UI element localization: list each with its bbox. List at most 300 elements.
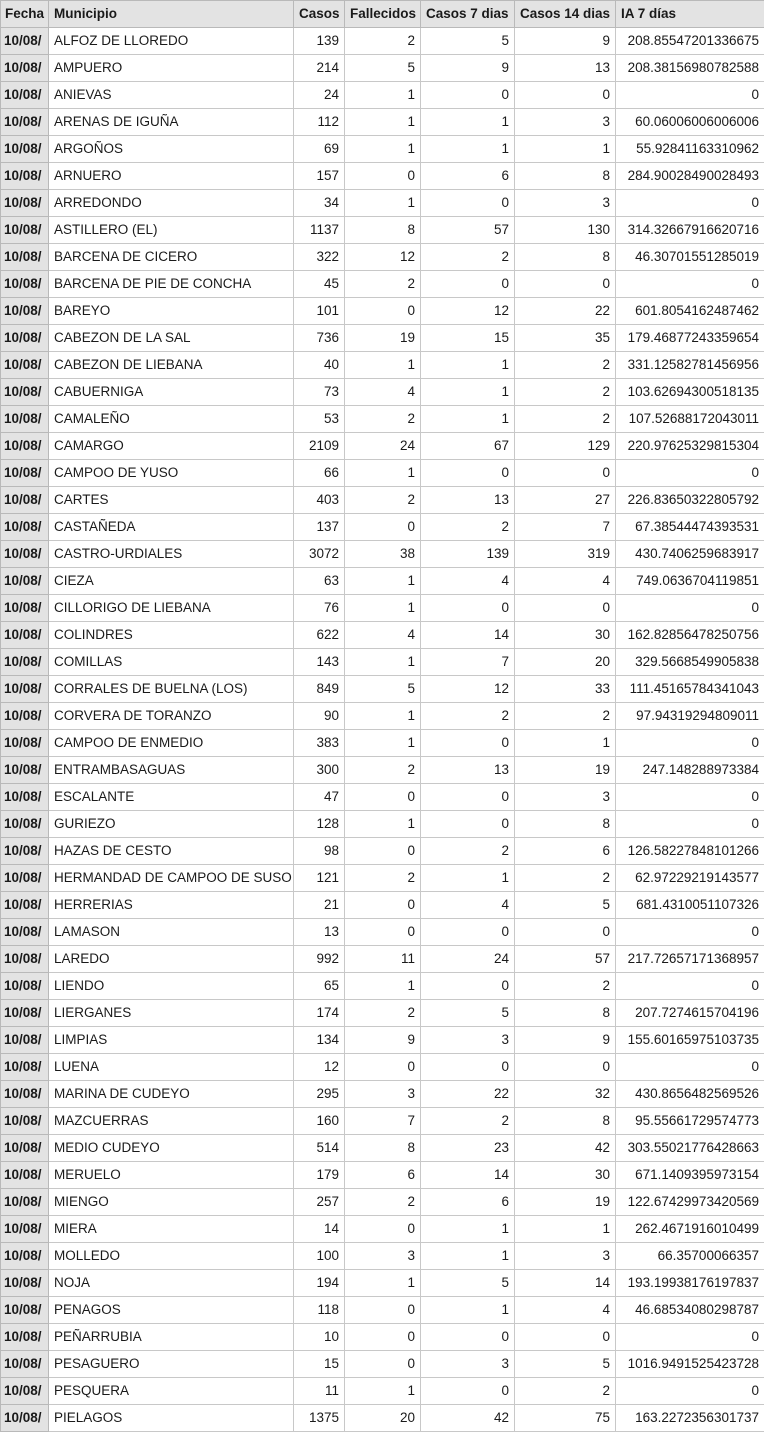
cell-casos[interactable]: 40 bbox=[294, 352, 345, 379]
cell-ia-7-dias[interactable]: 103.62694300518135 bbox=[616, 379, 764, 406]
cell-fallecidos[interactable]: 19 bbox=[345, 325, 421, 352]
cell-casos[interactable]: 100 bbox=[294, 1243, 345, 1270]
cell-municipio[interactable]: PIELAGOS bbox=[49, 1405, 294, 1432]
header-ia-7-dias[interactable]: IA 7 días bbox=[616, 1, 764, 28]
cell-casos-7-dias[interactable]: 15 bbox=[421, 325, 515, 352]
cell-fallecidos[interactable]: 0 bbox=[345, 892, 421, 919]
cell-fecha[interactable]: 10/08/ bbox=[1, 919, 49, 946]
cell-casos-7-dias[interactable]: 1 bbox=[421, 352, 515, 379]
cell-casos-14-dias[interactable]: 4 bbox=[515, 1297, 616, 1324]
cell-casos-7-dias[interactable]: 0 bbox=[421, 973, 515, 1000]
cell-fecha[interactable]: 10/08/ bbox=[1, 109, 49, 136]
cell-fallecidos[interactable]: 1 bbox=[345, 1270, 421, 1297]
cell-casos[interactable]: 118 bbox=[294, 1297, 345, 1324]
cell-casos-7-dias[interactable]: 3 bbox=[421, 1027, 515, 1054]
cell-municipio[interactable]: CORVERA DE TORANZO bbox=[49, 703, 294, 730]
cell-fecha[interactable]: 10/08/ bbox=[1, 973, 49, 1000]
cell-fallecidos[interactable]: 9 bbox=[345, 1027, 421, 1054]
cell-fecha[interactable]: 10/08/ bbox=[1, 1351, 49, 1378]
cell-municipio[interactable]: CABEZON DE LA SAL bbox=[49, 325, 294, 352]
cell-casos[interactable]: 143 bbox=[294, 649, 345, 676]
cell-casos-14-dias[interactable]: 8 bbox=[515, 1108, 616, 1135]
cell-fecha[interactable]: 10/08/ bbox=[1, 352, 49, 379]
cell-ia-7-dias[interactable]: 67.38544474393531 bbox=[616, 514, 764, 541]
cell-casos-7-dias[interactable]: 6 bbox=[421, 163, 515, 190]
cell-municipio[interactable]: AMPUERO bbox=[49, 55, 294, 82]
cell-casos[interactable]: 21 bbox=[294, 892, 345, 919]
cell-casos-7-dias[interactable]: 5 bbox=[421, 1270, 515, 1297]
cell-casos[interactable]: 34 bbox=[294, 190, 345, 217]
cell-ia-7-dias[interactable]: 126.58227848101266 bbox=[616, 838, 764, 865]
cell-ia-7-dias[interactable]: 122.67429973420569 bbox=[616, 1189, 764, 1216]
cell-ia-7-dias[interactable]: 226.83650322805792 bbox=[616, 487, 764, 514]
cell-casos[interactable]: 300 bbox=[294, 757, 345, 784]
cell-casos-7-dias[interactable]: 14 bbox=[421, 622, 515, 649]
cell-casos-14-dias[interactable]: 3 bbox=[515, 784, 616, 811]
cell-fecha[interactable]: 10/08/ bbox=[1, 379, 49, 406]
cell-fallecidos[interactable]: 2 bbox=[345, 28, 421, 55]
cell-fallecidos[interactable]: 5 bbox=[345, 55, 421, 82]
cell-fecha[interactable]: 10/08/ bbox=[1, 676, 49, 703]
cell-fecha[interactable]: 10/08/ bbox=[1, 190, 49, 217]
cell-casos-7-dias[interactable]: 12 bbox=[421, 298, 515, 325]
cell-ia-7-dias[interactable]: 66.35700066357 bbox=[616, 1243, 764, 1270]
cell-fallecidos[interactable]: 1 bbox=[345, 109, 421, 136]
cell-municipio[interactable]: CAMPOO DE YUSO bbox=[49, 460, 294, 487]
cell-casos-14-dias[interactable]: 2 bbox=[515, 352, 616, 379]
cell-fallecidos[interactable]: 0 bbox=[345, 1324, 421, 1351]
cell-casos[interactable]: 295 bbox=[294, 1081, 345, 1108]
cell-municipio[interactable]: ARNUERO bbox=[49, 163, 294, 190]
cell-fallecidos[interactable]: 0 bbox=[345, 1297, 421, 1324]
cell-fecha[interactable]: 10/08/ bbox=[1, 55, 49, 82]
cell-casos-7-dias[interactable]: 6 bbox=[421, 1189, 515, 1216]
cell-fecha[interactable]: 10/08/ bbox=[1, 730, 49, 757]
cell-fecha[interactable]: 10/08/ bbox=[1, 514, 49, 541]
cell-casos-7-dias[interactable]: 1 bbox=[421, 1243, 515, 1270]
cell-fallecidos[interactable]: 8 bbox=[345, 217, 421, 244]
cell-ia-7-dias[interactable]: 0 bbox=[616, 1324, 764, 1351]
cell-municipio[interactable]: GURIEZO bbox=[49, 811, 294, 838]
cell-municipio[interactable]: ASTILLERO (EL) bbox=[49, 217, 294, 244]
cell-fecha[interactable]: 10/08/ bbox=[1, 757, 49, 784]
cell-fecha[interactable]: 10/08/ bbox=[1, 1270, 49, 1297]
cell-casos-7-dias[interactable]: 0 bbox=[421, 82, 515, 109]
cell-casos[interactable]: 383 bbox=[294, 730, 345, 757]
cell-municipio[interactable]: NOJA bbox=[49, 1270, 294, 1297]
cell-casos[interactable]: 76 bbox=[294, 595, 345, 622]
cell-fallecidos[interactable]: 8 bbox=[345, 1135, 421, 1162]
header-fallecidos[interactable]: Fallecidos bbox=[345, 1, 421, 28]
cell-casos-7-dias[interactable]: 1 bbox=[421, 1216, 515, 1243]
cell-casos-14-dias[interactable]: 42 bbox=[515, 1135, 616, 1162]
cell-ia-7-dias[interactable]: 0 bbox=[616, 1378, 764, 1405]
cell-ia-7-dias[interactable]: 155.60165975103735 bbox=[616, 1027, 764, 1054]
cell-casos-7-dias[interactable]: 0 bbox=[421, 919, 515, 946]
cell-ia-7-dias[interactable]: 62.97229219143577 bbox=[616, 865, 764, 892]
cell-municipio[interactable]: LAREDO bbox=[49, 946, 294, 973]
cell-casos-14-dias[interactable]: 1 bbox=[515, 730, 616, 757]
cell-ia-7-dias[interactable]: 314.32667916620716 bbox=[616, 217, 764, 244]
cell-casos-7-dias[interactable]: 13 bbox=[421, 487, 515, 514]
cell-casos-14-dias[interactable]: 6 bbox=[515, 838, 616, 865]
cell-casos-14-dias[interactable]: 2 bbox=[515, 406, 616, 433]
cell-fallecidos[interactable]: 7 bbox=[345, 1108, 421, 1135]
cell-municipio[interactable]: CAMALEÑO bbox=[49, 406, 294, 433]
cell-casos[interactable]: 101 bbox=[294, 298, 345, 325]
cell-casos[interactable]: 736 bbox=[294, 325, 345, 352]
cell-ia-7-dias[interactable]: 0 bbox=[616, 82, 764, 109]
cell-municipio[interactable]: ESCALANTE bbox=[49, 784, 294, 811]
cell-casos-7-dias[interactable]: 0 bbox=[421, 1054, 515, 1081]
cell-ia-7-dias[interactable]: 303.55021776428663 bbox=[616, 1135, 764, 1162]
cell-fallecidos[interactable]: 6 bbox=[345, 1162, 421, 1189]
cell-municipio[interactable]: PEÑARRUBIA bbox=[49, 1324, 294, 1351]
cell-municipio[interactable]: PENAGOS bbox=[49, 1297, 294, 1324]
cell-casos-14-dias[interactable]: 32 bbox=[515, 1081, 616, 1108]
cell-municipio[interactable]: CASTRO-URDIALES bbox=[49, 541, 294, 568]
cell-fallecidos[interactable]: 2 bbox=[345, 757, 421, 784]
cell-casos-14-dias[interactable]: 2 bbox=[515, 973, 616, 1000]
cell-ia-7-dias[interactable]: 179.46877243359654 bbox=[616, 325, 764, 352]
cell-casos-14-dias[interactable]: 75 bbox=[515, 1405, 616, 1432]
cell-casos-14-dias[interactable]: 8 bbox=[515, 1000, 616, 1027]
cell-casos-14-dias[interactable]: 33 bbox=[515, 676, 616, 703]
cell-casos-7-dias[interactable]: 5 bbox=[421, 1000, 515, 1027]
cell-fecha[interactable]: 10/08/ bbox=[1, 892, 49, 919]
cell-casos[interactable]: 13 bbox=[294, 919, 345, 946]
cell-fallecidos[interactable]: 11 bbox=[345, 946, 421, 973]
cell-casos-7-dias[interactable]: 1 bbox=[421, 109, 515, 136]
cell-fallecidos[interactable]: 0 bbox=[345, 919, 421, 946]
cell-municipio[interactable]: MIENGO bbox=[49, 1189, 294, 1216]
cell-casos[interactable]: 66 bbox=[294, 460, 345, 487]
cell-ia-7-dias[interactable]: 749.0636704119851 bbox=[616, 568, 764, 595]
cell-casos-7-dias[interactable]: 0 bbox=[421, 811, 515, 838]
cell-casos-7-dias[interactable]: 3 bbox=[421, 1351, 515, 1378]
cell-casos-14-dias[interactable]: 1 bbox=[515, 136, 616, 163]
cell-casos[interactable]: 11 bbox=[294, 1378, 345, 1405]
cell-ia-7-dias[interactable]: 430.7406259683917 bbox=[616, 541, 764, 568]
cell-fallecidos[interactable]: 0 bbox=[345, 784, 421, 811]
cell-casos-14-dias[interactable]: 3 bbox=[515, 190, 616, 217]
cell-casos[interactable]: 139 bbox=[294, 28, 345, 55]
cell-fecha[interactable]: 10/08/ bbox=[1, 460, 49, 487]
cell-municipio[interactable]: PESAGUERO bbox=[49, 1351, 294, 1378]
cell-casos-7-dias[interactable]: 57 bbox=[421, 217, 515, 244]
cell-ia-7-dias[interactable]: 0 bbox=[616, 811, 764, 838]
cell-ia-7-dias[interactable]: 0 bbox=[616, 730, 764, 757]
cell-fecha[interactable]: 10/08/ bbox=[1, 1189, 49, 1216]
cell-casos-14-dias[interactable]: 4 bbox=[515, 568, 616, 595]
cell-casos-7-dias[interactable]: 1 bbox=[421, 406, 515, 433]
cell-casos-7-dias[interactable]: 67 bbox=[421, 433, 515, 460]
cell-casos-7-dias[interactable]: 42 bbox=[421, 1405, 515, 1432]
cell-fallecidos[interactable]: 1 bbox=[345, 649, 421, 676]
cell-casos[interactable]: 24 bbox=[294, 82, 345, 109]
cell-municipio[interactable]: CAMARGO bbox=[49, 433, 294, 460]
cell-casos-7-dias[interactable]: 2 bbox=[421, 1108, 515, 1135]
cell-fecha[interactable]: 10/08/ bbox=[1, 649, 49, 676]
cell-fecha[interactable]: 10/08/ bbox=[1, 1216, 49, 1243]
cell-casos[interactable]: 174 bbox=[294, 1000, 345, 1027]
cell-casos-14-dias[interactable]: 0 bbox=[515, 82, 616, 109]
cell-casos[interactable]: 53 bbox=[294, 406, 345, 433]
cell-casos-14-dias[interactable]: 30 bbox=[515, 622, 616, 649]
cell-casos[interactable]: 121 bbox=[294, 865, 345, 892]
cell-ia-7-dias[interactable]: 671.1409395973154 bbox=[616, 1162, 764, 1189]
cell-casos[interactable]: 98 bbox=[294, 838, 345, 865]
cell-casos[interactable]: 65 bbox=[294, 973, 345, 1000]
cell-ia-7-dias[interactable]: 331.12582781456956 bbox=[616, 352, 764, 379]
cell-casos-14-dias[interactable]: 22 bbox=[515, 298, 616, 325]
cell-casos-7-dias[interactable]: 12 bbox=[421, 676, 515, 703]
cell-fecha[interactable]: 10/08/ bbox=[1, 1027, 49, 1054]
cell-fecha[interactable]: 10/08/ bbox=[1, 1081, 49, 1108]
cell-casos-14-dias[interactable]: 0 bbox=[515, 919, 616, 946]
cell-casos-7-dias[interactable]: 139 bbox=[421, 541, 515, 568]
cell-casos-14-dias[interactable]: 319 bbox=[515, 541, 616, 568]
cell-municipio[interactable]: CARTES bbox=[49, 487, 294, 514]
cell-casos-14-dias[interactable]: 2 bbox=[515, 379, 616, 406]
cell-fallecidos[interactable]: 24 bbox=[345, 433, 421, 460]
cell-fecha[interactable]: 10/08/ bbox=[1, 1324, 49, 1351]
cell-municipio[interactable]: CAMPOO DE ENMEDIO bbox=[49, 730, 294, 757]
cell-casos-14-dias[interactable]: 2 bbox=[515, 703, 616, 730]
cell-casos-14-dias[interactable]: 27 bbox=[515, 487, 616, 514]
cell-casos[interactable]: 1137 bbox=[294, 217, 345, 244]
cell-fallecidos[interactable]: 4 bbox=[345, 379, 421, 406]
cell-ia-7-dias[interactable]: 111.45165784341043 bbox=[616, 676, 764, 703]
cell-municipio[interactable]: ALFOZ DE LLOREDO bbox=[49, 28, 294, 55]
cell-municipio[interactable]: MOLLEDO bbox=[49, 1243, 294, 1270]
cell-fecha[interactable]: 10/08/ bbox=[1, 1054, 49, 1081]
cell-casos-7-dias[interactable]: 22 bbox=[421, 1081, 515, 1108]
cell-fecha[interactable]: 10/08/ bbox=[1, 703, 49, 730]
cell-casos-7-dias[interactable]: 5 bbox=[421, 28, 515, 55]
cell-casos-7-dias[interactable]: 2 bbox=[421, 838, 515, 865]
cell-casos-14-dias[interactable]: 3 bbox=[515, 1243, 616, 1270]
cell-fallecidos[interactable]: 0 bbox=[345, 1351, 421, 1378]
cell-fallecidos[interactable]: 2 bbox=[345, 271, 421, 298]
header-municipio[interactable]: Municipio bbox=[49, 1, 294, 28]
cell-municipio[interactable]: MERUELO bbox=[49, 1162, 294, 1189]
cell-ia-7-dias[interactable]: 46.30701551285019 bbox=[616, 244, 764, 271]
cell-casos[interactable]: 14 bbox=[294, 1216, 345, 1243]
cell-casos[interactable]: 849 bbox=[294, 676, 345, 703]
cell-municipio[interactable]: MEDIO CUDEYO bbox=[49, 1135, 294, 1162]
cell-ia-7-dias[interactable]: 0 bbox=[616, 919, 764, 946]
cell-casos[interactable]: 128 bbox=[294, 811, 345, 838]
cell-ia-7-dias[interactable]: 97.94319294809011 bbox=[616, 703, 764, 730]
cell-fallecidos[interactable]: 4 bbox=[345, 622, 421, 649]
cell-fecha[interactable]: 10/08/ bbox=[1, 865, 49, 892]
cell-casos-7-dias[interactable]: 13 bbox=[421, 757, 515, 784]
cell-municipio[interactable]: COLINDRES bbox=[49, 622, 294, 649]
cell-casos-7-dias[interactable]: 0 bbox=[421, 460, 515, 487]
cell-fallecidos[interactable]: 1 bbox=[345, 82, 421, 109]
cell-casos-14-dias[interactable]: 2 bbox=[515, 865, 616, 892]
cell-fallecidos[interactable]: 0 bbox=[345, 1054, 421, 1081]
cell-fallecidos[interactable]: 2 bbox=[345, 865, 421, 892]
cell-municipio[interactable]: MARINA DE CUDEYO bbox=[49, 1081, 294, 1108]
cell-casos[interactable]: 134 bbox=[294, 1027, 345, 1054]
cell-casos[interactable]: 992 bbox=[294, 946, 345, 973]
cell-casos[interactable]: 10 bbox=[294, 1324, 345, 1351]
cell-municipio[interactable]: CILLORIGO DE LIEBANA bbox=[49, 595, 294, 622]
cell-fallecidos[interactable]: 1 bbox=[345, 568, 421, 595]
cell-fallecidos[interactable]: 0 bbox=[345, 1216, 421, 1243]
cell-fecha[interactable]: 10/08/ bbox=[1, 244, 49, 271]
cell-municipio[interactable]: LIERGANES bbox=[49, 1000, 294, 1027]
cell-ia-7-dias[interactable]: 0 bbox=[616, 190, 764, 217]
cell-fecha[interactable]: 10/08/ bbox=[1, 811, 49, 838]
cell-fecha[interactable]: 10/08/ bbox=[1, 541, 49, 568]
cell-casos-14-dias[interactable]: 3 bbox=[515, 109, 616, 136]
cell-fecha[interactable]: 10/08/ bbox=[1, 784, 49, 811]
cell-casos[interactable]: 157 bbox=[294, 163, 345, 190]
cell-ia-7-dias[interactable]: 284.90028490028493 bbox=[616, 163, 764, 190]
cell-casos-14-dias[interactable]: 5 bbox=[515, 1351, 616, 1378]
cell-ia-7-dias[interactable]: 193.19938176197837 bbox=[616, 1270, 764, 1297]
cell-fecha[interactable]: 10/08/ bbox=[1, 1108, 49, 1135]
cell-fecha[interactable]: 10/08/ bbox=[1, 1162, 49, 1189]
header-casos[interactable]: Casos bbox=[294, 1, 345, 28]
cell-fecha[interactable]: 10/08/ bbox=[1, 595, 49, 622]
cell-casos-7-dias[interactable]: 2 bbox=[421, 244, 515, 271]
cell-casos-7-dias[interactable]: 4 bbox=[421, 892, 515, 919]
cell-fallecidos[interactable]: 1 bbox=[345, 1378, 421, 1405]
cell-municipio[interactable]: BAREYO bbox=[49, 298, 294, 325]
cell-municipio[interactable]: LAMASON bbox=[49, 919, 294, 946]
cell-casos-7-dias[interactable]: 1 bbox=[421, 865, 515, 892]
cell-municipio[interactable]: CABUERNIGA bbox=[49, 379, 294, 406]
cell-casos-14-dias[interactable]: 129 bbox=[515, 433, 616, 460]
cell-casos[interactable]: 12 bbox=[294, 1054, 345, 1081]
cell-casos-14-dias[interactable]: 0 bbox=[515, 460, 616, 487]
cell-fallecidos[interactable]: 2 bbox=[345, 487, 421, 514]
cell-fallecidos[interactable]: 1 bbox=[345, 703, 421, 730]
header-casos-14-dias[interactable]: Casos 14 dias bbox=[515, 1, 616, 28]
cell-casos-7-dias[interactable]: 0 bbox=[421, 595, 515, 622]
cell-ia-7-dias[interactable]: 0 bbox=[616, 973, 764, 1000]
cell-ia-7-dias[interactable]: 207.7274615704196 bbox=[616, 1000, 764, 1027]
cell-municipio[interactable]: PESQUERA bbox=[49, 1378, 294, 1405]
cell-casos-14-dias[interactable]: 130 bbox=[515, 217, 616, 244]
cell-fallecidos[interactable]: 2 bbox=[345, 406, 421, 433]
cell-fecha[interactable]: 10/08/ bbox=[1, 433, 49, 460]
cell-fallecidos[interactable]: 2 bbox=[345, 1000, 421, 1027]
cell-ia-7-dias[interactable]: 430.8656482569526 bbox=[616, 1081, 764, 1108]
cell-fecha[interactable]: 10/08/ bbox=[1, 1243, 49, 1270]
cell-casos[interactable]: 73 bbox=[294, 379, 345, 406]
cell-casos-7-dias[interactable]: 0 bbox=[421, 784, 515, 811]
cell-casos-7-dias[interactable]: 0 bbox=[421, 730, 515, 757]
cell-ia-7-dias[interactable]: 262.4671916010499 bbox=[616, 1216, 764, 1243]
cell-casos-7-dias[interactable]: 1 bbox=[421, 379, 515, 406]
cell-fallecidos[interactable]: 20 bbox=[345, 1405, 421, 1432]
cell-fecha[interactable]: 10/08/ bbox=[1, 946, 49, 973]
cell-fecha[interactable]: 10/08/ bbox=[1, 1405, 49, 1432]
cell-ia-7-dias[interactable]: 162.82856478250756 bbox=[616, 622, 764, 649]
cell-fecha[interactable]: 10/08/ bbox=[1, 406, 49, 433]
cell-municipio[interactable]: ARREDONDO bbox=[49, 190, 294, 217]
cell-casos-14-dias[interactable]: 0 bbox=[515, 1324, 616, 1351]
cell-ia-7-dias[interactable]: 163.2272356301737 bbox=[616, 1405, 764, 1432]
cell-fallecidos[interactable]: 1 bbox=[345, 136, 421, 163]
cell-municipio[interactable]: MIERA bbox=[49, 1216, 294, 1243]
cell-casos-14-dias[interactable]: 0 bbox=[515, 1054, 616, 1081]
cell-municipio[interactable]: COMILLAS bbox=[49, 649, 294, 676]
cell-municipio[interactable]: ANIEVAS bbox=[49, 82, 294, 109]
cell-municipio[interactable]: ARENAS DE IGUÑA bbox=[49, 109, 294, 136]
header-casos-7-dias[interactable]: Casos 7 dias bbox=[421, 1, 515, 28]
cell-fallecidos[interactable]: 1 bbox=[345, 730, 421, 757]
cell-fecha[interactable]: 10/08/ bbox=[1, 82, 49, 109]
cell-casos-14-dias[interactable]: 8 bbox=[515, 244, 616, 271]
cell-casos-14-dias[interactable]: 0 bbox=[515, 595, 616, 622]
cell-ia-7-dias[interactable]: 107.52688172043011 bbox=[616, 406, 764, 433]
cell-municipio[interactable]: MAZCUERRAS bbox=[49, 1108, 294, 1135]
cell-ia-7-dias[interactable]: 95.55661729574773 bbox=[616, 1108, 764, 1135]
cell-ia-7-dias[interactable]: 0 bbox=[616, 460, 764, 487]
cell-casos-14-dias[interactable]: 8 bbox=[515, 163, 616, 190]
cell-casos-14-dias[interactable]: 14 bbox=[515, 1270, 616, 1297]
cell-municipio[interactable]: CASTAÑEDA bbox=[49, 514, 294, 541]
cell-municipio[interactable]: HERRERIAS bbox=[49, 892, 294, 919]
cell-casos-7-dias[interactable]: 2 bbox=[421, 514, 515, 541]
cell-casos-14-dias[interactable]: 30 bbox=[515, 1162, 616, 1189]
cell-fecha[interactable]: 10/08/ bbox=[1, 163, 49, 190]
cell-fallecidos[interactable]: 0 bbox=[345, 298, 421, 325]
cell-casos-7-dias[interactable]: 0 bbox=[421, 190, 515, 217]
cell-ia-7-dias[interactable]: 329.5668549905838 bbox=[616, 649, 764, 676]
cell-casos-14-dias[interactable]: 13 bbox=[515, 55, 616, 82]
cell-fallecidos[interactable]: 3 bbox=[345, 1243, 421, 1270]
cell-municipio[interactable]: BARCENA DE PIE DE CONCHA bbox=[49, 271, 294, 298]
cell-casos-14-dias[interactable]: 5 bbox=[515, 892, 616, 919]
cell-fecha[interactable]: 10/08/ bbox=[1, 217, 49, 244]
cell-ia-7-dias[interactable]: 0 bbox=[616, 1054, 764, 1081]
cell-casos[interactable]: 47 bbox=[294, 784, 345, 811]
cell-fallecidos[interactable]: 1 bbox=[345, 595, 421, 622]
cell-casos[interactable]: 194 bbox=[294, 1270, 345, 1297]
cell-casos[interactable]: 179 bbox=[294, 1162, 345, 1189]
cell-casos-14-dias[interactable]: 9 bbox=[515, 1027, 616, 1054]
cell-casos-7-dias[interactable]: 2 bbox=[421, 703, 515, 730]
cell-fecha[interactable]: 10/08/ bbox=[1, 1135, 49, 1162]
cell-casos-14-dias[interactable]: 19 bbox=[515, 757, 616, 784]
cell-ia-7-dias[interactable]: 0 bbox=[616, 271, 764, 298]
cell-ia-7-dias[interactable]: 208.38156980782588 bbox=[616, 55, 764, 82]
cell-fecha[interactable]: 10/08/ bbox=[1, 298, 49, 325]
cell-fecha[interactable]: 10/08/ bbox=[1, 1378, 49, 1405]
cell-ia-7-dias[interactable]: 1016.9491525423728 bbox=[616, 1351, 764, 1378]
cell-municipio[interactable]: BARCENA DE CICERO bbox=[49, 244, 294, 271]
cell-casos[interactable]: 112 bbox=[294, 109, 345, 136]
cell-casos-14-dias[interactable]: 2 bbox=[515, 1378, 616, 1405]
cell-casos-7-dias[interactable]: 0 bbox=[421, 271, 515, 298]
cell-municipio[interactable]: HAZAS DE CESTO bbox=[49, 838, 294, 865]
cell-fallecidos[interactable]: 3 bbox=[345, 1081, 421, 1108]
cell-fallecidos[interactable]: 12 bbox=[345, 244, 421, 271]
cell-casos[interactable]: 3072 bbox=[294, 541, 345, 568]
cell-casos[interactable]: 160 bbox=[294, 1108, 345, 1135]
cell-casos-7-dias[interactable]: 24 bbox=[421, 946, 515, 973]
cell-casos-14-dias[interactable]: 57 bbox=[515, 946, 616, 973]
cell-fecha[interactable]: 10/08/ bbox=[1, 568, 49, 595]
cell-casos[interactable]: 622 bbox=[294, 622, 345, 649]
